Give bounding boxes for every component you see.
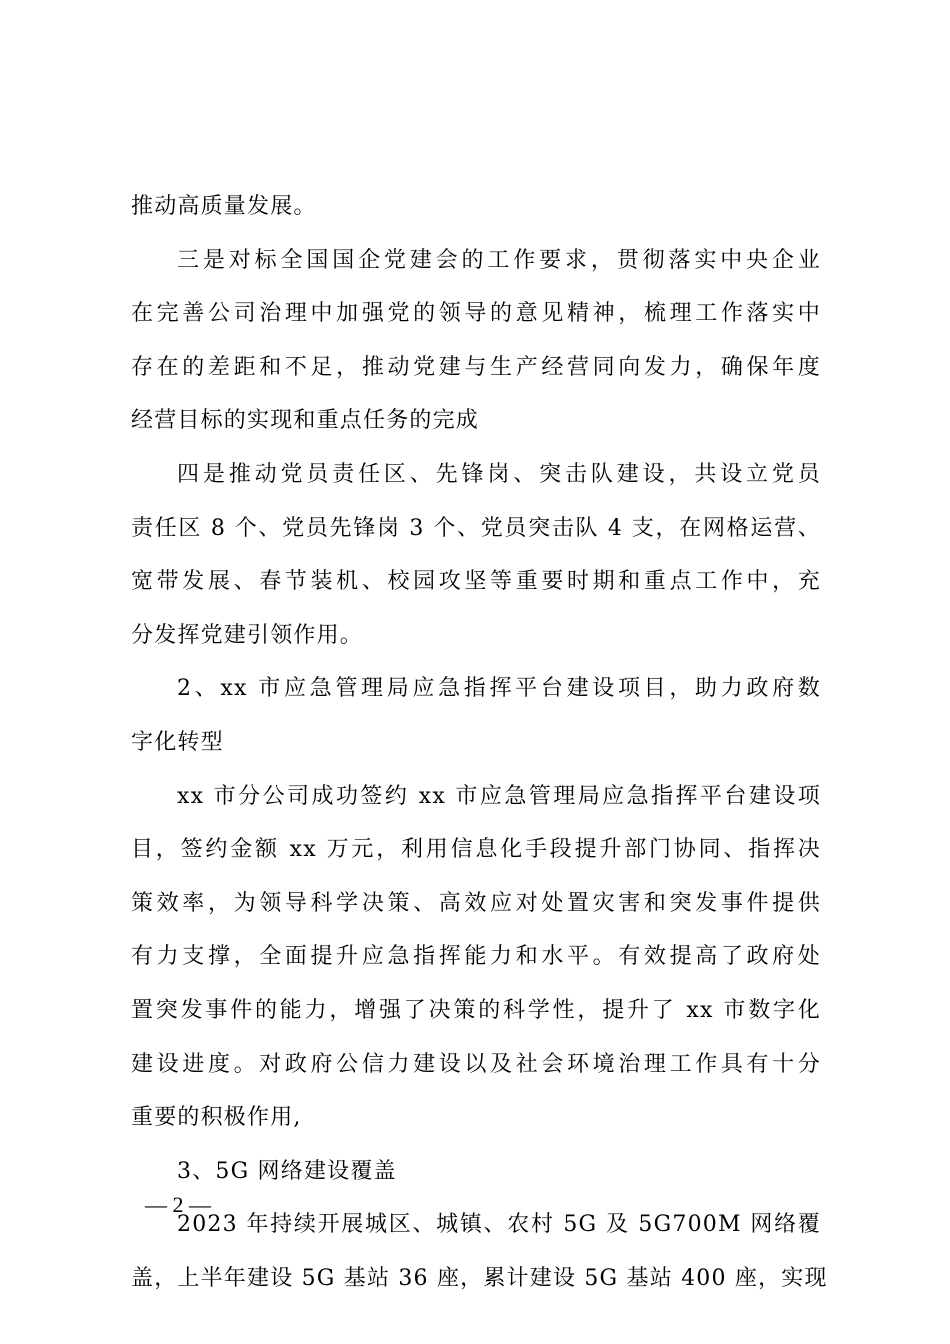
text-line: 置突发事件的能力，增强了决策的科学性，提升了 xx 市数字化	[131, 997, 821, 1023]
text-line: 推动高质量发展。	[131, 194, 317, 219]
text-line: 重要的积极作用,	[131, 1105, 302, 1131]
text-line: 建设进度。对政府公信力建设以及社会环境治理工作具有十分	[131, 1051, 821, 1077]
text-line: 经营目标的实现和重点任务的完成	[131, 408, 480, 434]
text-line: xx 市分公司成功签约 xx 市应急管理局应急指挥平台建设项	[177, 783, 821, 809]
section-heading-line: 字化转型	[131, 729, 224, 755]
section-heading-line: 2、xx 市应急管理局应急指挥平台建设项目，助力政府数	[177, 676, 821, 702]
text-line: 宽带发展、春节装机、校园攻坚等重要时期和重点工作中，充	[131, 569, 821, 595]
text-line: 三是对标全国国企党建会的工作要求，贯彻落实中央企业	[177, 247, 821, 273]
text-line: 存在的差距和不足，推动党建与生产经营同向发力，确保年度	[131, 354, 821, 380]
text-line: 分发挥党建引领作用。	[131, 622, 364, 648]
section-heading-line: 3、5G 网络建设覆盖	[177, 1158, 397, 1184]
text-line: 责任区 8 个、党员先锋岗 3 个、党员突击队 4 支，在网格运营、	[131, 515, 821, 541]
body-text	[131, 180, 828, 1305]
text-line: 盖，上半年建设 5G 基站 36 座，累计建设 5G 基站 400 座，实现	[131, 1265, 828, 1291]
page-number: — 2 —	[145, 1192, 211, 1217]
text-line: 有力支撑，全面提升应急指挥能力和水平。有效提高了政府处	[131, 944, 821, 970]
text-line: 策效率，为领导科学决策、高效应对处置灾害和突发事件提供	[131, 890, 821, 916]
text-line: 四是推动党员责任区、先锋岗、突击队建设，共设立党员	[177, 461, 821, 487]
text-line: 在完善公司治理中加强党的领导的意见精神，梳理工作落实中	[131, 301, 821, 327]
text-line: 2023 年持续开展城区、城镇、农村 5G 及 5G700M 网络覆	[177, 1212, 821, 1238]
text-line: 目，签约金额 xx 万元，利用信息化手段提升部门协同、指挥决	[131, 837, 821, 863]
